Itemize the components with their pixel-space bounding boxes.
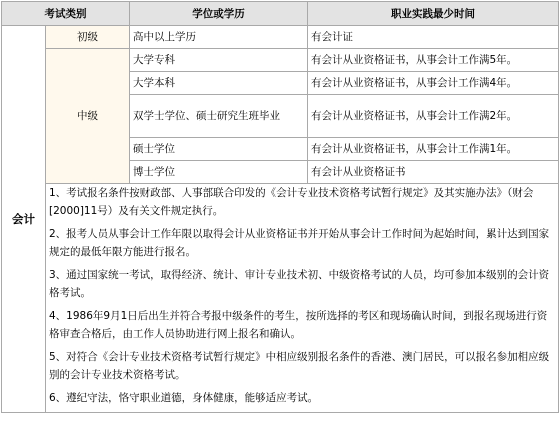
practice-cell: 有会计从业资格证书，从事会计工作满5年。: [308, 49, 559, 72]
degree-cell: 大学本科: [130, 72, 308, 95]
degree-cell: 大学专科: [130, 49, 308, 72]
header-exam-category: 考试类别: [2, 2, 130, 26]
header-row: [2, 2, 559, 26]
degree-cell: 博士学位: [130, 161, 308, 184]
practice-cell: 有会计从业资格证书，从事会计工作满1年。: [308, 138, 559, 161]
note-item: 3、通过国家统一考试，取得经济、统计、审计专业技术初、中级资格考试的人员，均可参加本级别的会计资格考试。: [49, 269, 550, 299]
note-item: 2、报考人员从事会计工作年限以取得会计从业资格证书并开始从事会计工作时间为起始时间，累计达到国家规定的最低年限方能进行报名。: [49, 228, 550, 258]
notes-cell: [46, 184, 559, 413]
practice-cell: 有会计从业资格证书，从事会计工作满2年。: [308, 95, 559, 138]
practice-cell: 有会计从业资格证书，从事会计工作满4年。: [308, 72, 559, 95]
practice-cell: 有会计从业资格证书: [308, 161, 559, 184]
table-row: [2, 26, 559, 49]
category-cell: 会计: [2, 26, 46, 413]
level-primary: 初级: [46, 26, 130, 49]
practice-cell: 有会计证: [308, 26, 559, 49]
note-item: 6、遵纪守法，恪守职业道德，身体健康，能够适应考试。: [49, 392, 319, 404]
note-item: 5、对符合《会计专业技术资格考试暂行规定》中相应级别报名条件的香港、澳门居民，可以报名参加相应级别的会计专业技术资格考试。: [49, 351, 550, 381]
notes-row: [2, 184, 559, 413]
level-intermediate: 中级: [46, 49, 130, 184]
degree-cell: 双学士学位、硕士研究生班毕业: [130, 95, 308, 138]
degree-cell: 高中以上学历: [130, 26, 308, 49]
table-row: [2, 49, 559, 72]
note-item: 1、考试报名条件按财政部、人事部联合印发的《会计专业技术资格考试暂行规定》及其实施办法》（财会[2000]11号）及有关文件规定执行。: [49, 187, 534, 217]
degree-cell: 硕士学位: [130, 138, 308, 161]
exam-requirements-table: [1, 1, 559, 413]
note-item: 4、1986年9月1日后出生并符合考报中级条件的考生，按所选择的考区和现场确认时间，到报名现场进行资格审查合格后，由工作人员协助进行网上报名和确认。: [49, 310, 548, 340]
header-practice-time: 职业实践最少时间: [308, 2, 559, 26]
header-degree: 学位或学历: [130, 2, 308, 26]
